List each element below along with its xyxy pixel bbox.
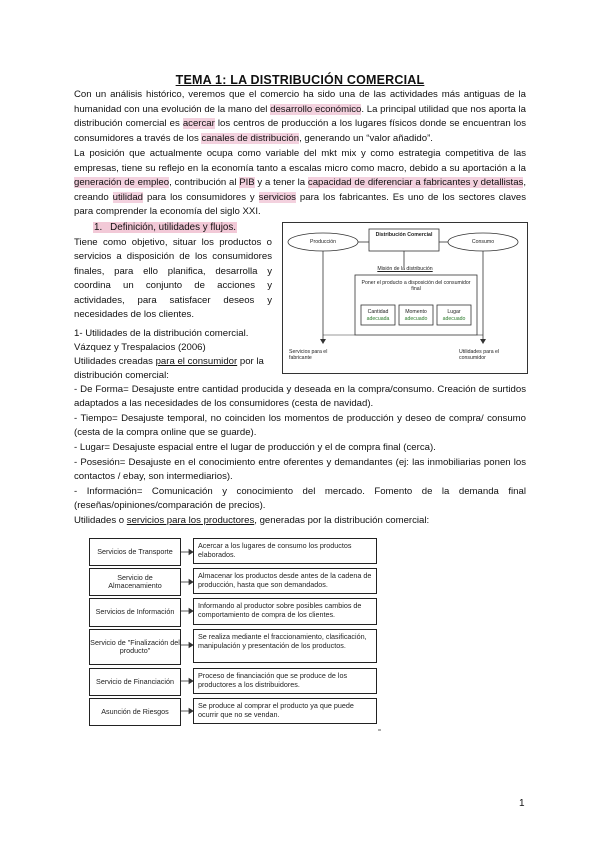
diagram-mision: Misión de la distribución bbox=[377, 266, 433, 272]
text-span: . La principal utilidad que nos aporta la distribución comercial es bbox=[74, 103, 527, 130]
diagram-lugar-sub: adecuado bbox=[442, 316, 466, 322]
text-span: , generadas por la distribución comercial: bbox=[254, 515, 430, 526]
utility-item-posesion: - Posesión= Desajuste en el conocimiento entre oferentes y demandantes (ej: las inmobiliarias ponen los contactos / ebay, son intermediarios). bbox=[74, 457, 526, 483]
diagram-servicios: Servicios para el fabricante bbox=[289, 349, 328, 361]
text-span: por la bbox=[237, 356, 264, 367]
service-name-finalizacion: Servicio de "Finalización del producto" bbox=[89, 629, 181, 665]
text-span: para los consumidores y bbox=[143, 191, 259, 203]
diagram-cantidad-sub: adecuada bbox=[366, 316, 390, 322]
text-span: y a tener la bbox=[254, 177, 308, 189]
service-name-riesgos: Asunción de Riesgos bbox=[89, 698, 181, 726]
highlight-pib: PIB bbox=[239, 177, 255, 189]
section-number: 1. bbox=[94, 222, 103, 233]
utility-item-informacion: - Información= Comunicación y conocimiento del mercado. Fomento de la demanda final (reseñas/opiniones/comparación de precios). bbox=[74, 486, 526, 512]
utilities-heading: 1- Utilidades de la distribución comercial. bbox=[74, 328, 249, 339]
objective-paragraph: Tiene como objetivo, situar los productos o servicios a disposición de los consumidores finales, para ello planifica, desarrolla y coordina un conjunto de acciones y actividades, para satisfacer deseos y necesidades de los clientes. bbox=[74, 237, 272, 321]
service-desc-transporte: Acercar a los lugares de consumo los productos elaborados. bbox=[193, 538, 377, 564]
service-name-almacenamiento: Servicio de Almacenamiento bbox=[89, 568, 181, 596]
diagram-distribucion: Distribución Comercial bbox=[375, 232, 433, 238]
utilities-intro-2: distribución comercial: bbox=[74, 370, 169, 381]
service-desc-almacenamiento: Almacenar los productos desde antes de la cadena de producción, hasta que son demandados. bbox=[193, 568, 377, 594]
section-title: Definición, utilidades y flujos. bbox=[110, 222, 236, 233]
text-span: Utilidades creadas bbox=[74, 356, 156, 367]
diagram-momento: Momento bbox=[405, 309, 427, 315]
highlight-empleo: generación de empleo bbox=[74, 177, 170, 189]
highlight-servicios: servicios bbox=[258, 191, 296, 203]
highlight-utilidad: utilidad bbox=[112, 191, 144, 203]
diagram-produccion: Producción bbox=[310, 239, 336, 245]
service-desc-financiacion: Proceso de financiación que se produce de los productores a los distribuidores. bbox=[193, 668, 377, 694]
text-span: para los fabricantes. Es uno de los sectores claves para comprender la economía del siglo XXI. bbox=[74, 191, 527, 218]
service-name-financiacion: Servicio de Financiación bbox=[89, 668, 181, 696]
utility-item-forma: - De Forma= Desajuste entre cantidad producida y deseada en la compra/consumo. Creación de surtidos adaptados a las necesidades de los consumidores (cesta de navidad). bbox=[74, 384, 526, 410]
text-span: , creando bbox=[74, 177, 526, 203]
utilities-source: Vázquez y Trespalacios (2006) bbox=[74, 342, 206, 353]
service-name-transporte: Servicios de Transporte bbox=[89, 538, 181, 566]
text-span: Con un análisis histórico, veremos que el comercio ha sido una de las actividades más antiguas de la humanidad con una evolución de la mano del bbox=[74, 89, 526, 115]
text-span: , contribución al bbox=[169, 177, 240, 189]
diagram-utilidades: Utilidades para el consumidor bbox=[459, 349, 500, 361]
service-desc-finalizacion: Se realiza mediante el fraccionamiento, clasificación, manipulación y presentación de los productos. bbox=[193, 629, 377, 663]
highlight-desarrollo: desarrollo económico bbox=[270, 103, 362, 115]
text-span: , generando un “valor añadido”. bbox=[299, 132, 433, 144]
page-number: 1 bbox=[519, 798, 525, 809]
diagram-lugar: Lugar bbox=[447, 309, 461, 315]
service-desc-informacion: Informando al productor sobre posibles cambios de comportamiento de compra de los clientes. bbox=[193, 598, 377, 625]
text-span: los centros de producción a los lugares físicos donde se encuentran los consumidores a través de los bbox=[74, 118, 526, 144]
page-title: TEMA 1: LA DISTRIBUCIÓN COMERCIAL bbox=[175, 73, 425, 87]
highlight-diferenciar: capacidad de diferenciar a fabricantes y detallistas bbox=[307, 177, 524, 189]
diagram-momento-sub: adecuado bbox=[404, 316, 428, 322]
underlined-productores: servicios para los productores bbox=[126, 515, 255, 526]
utility-item-lugar: - Lugar= Desajuste espacial entre el lugar de producción y el de compra final (cerca). bbox=[74, 442, 436, 453]
service-name-informacion: Servicios de Información bbox=[89, 598, 181, 627]
text-span: Utilidades o bbox=[74, 515, 127, 526]
highlight-acercar: acercar bbox=[182, 118, 215, 130]
diagram-poner: Poner el producto a disposición del consumidor final bbox=[361, 280, 471, 292]
diagram-consumo: Consumo bbox=[471, 239, 495, 245]
highlight-canales: canales de distribución bbox=[201, 132, 300, 144]
diagram-cantidad: Cantidad bbox=[367, 309, 389, 315]
service-desc-riesgos: Se produce al comprar el producto ya que puede ocurrir que no se vendan. bbox=[193, 698, 377, 724]
utility-item-tiempo: - Tiempo= Desajuste temporal, no coinciden los momentos de producción y deseo de compra/ consumo (cesta de la compra online que se guarde). bbox=[74, 413, 526, 439]
underlined-consumidor: para el consumidor bbox=[155, 356, 238, 367]
text-span: La posición que actualmente ocupa como variable del mkt mix y como estrategia competitiva de las empresas, tiene su reflejo en la economía tanto a escalas micro como macro, debido a su aportación a la bbox=[74, 148, 526, 174]
